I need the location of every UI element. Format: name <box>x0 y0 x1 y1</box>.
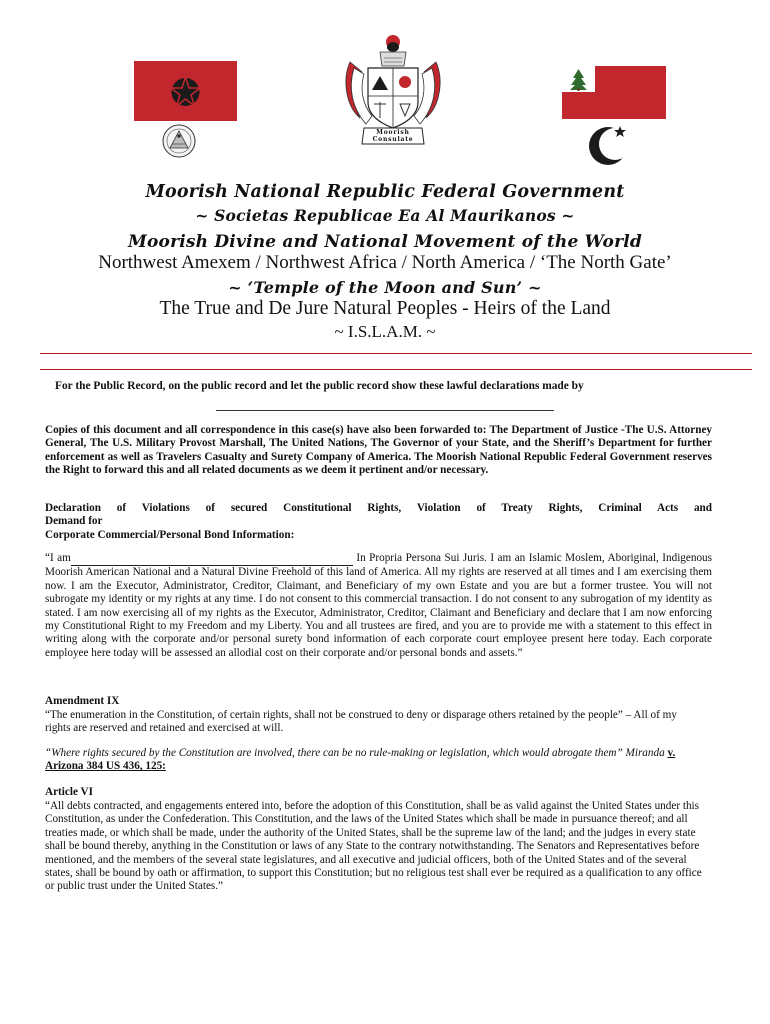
miranda-quote <box>45 747 705 774</box>
declaration-line-2: Demand for <box>45 515 103 528</box>
header-line-3: Moorish Divine and National Movement of the World <box>128 232 642 252</box>
declaration-line-1: Declaration of Violations of secured Constitutional Rights, Violation of Treaty Rights, Criminal Acts and <box>45 502 712 514</box>
pyramid-seal-icon <box>162 124 196 158</box>
declarant-name-field[interactable] <box>216 410 554 411</box>
red-flag-with-tree-icon <box>562 66 666 119</box>
article-title: Article VI <box>45 786 93 798</box>
header-line-2: ~ Societas Republicae Ea Al Maurikanos ~ <box>195 206 575 225</box>
header-line-5: ~ ‘Temple of the Moon and Sun’ ~ <box>228 278 542 297</box>
header-line-7: ~ I.S.L.A.M. ~ <box>334 322 436 341</box>
crest-caption <box>366 129 420 143</box>
copies-paragraph: Copies of this document and all correspondence in this case(s) have also been forwarded to: The Department of Justice -The U.S. Attorney General, The U.S. Military Provost Marshall, The United Nations, The Governor of your State, and the Sheriff’s Department for further enforcement as well as Travelers Casualty and Surety Company of America. The Moorish National Republic Federal Government reserves the Right to forward this and all related documents as we deem it pertinent and/or necessary. <box>45 424 712 477</box>
declaration-heading <box>45 502 712 542</box>
statement-paragraph <box>45 552 712 660</box>
public-record-statement: For the Public Record, on the public record and let the public record show these lawful declarations made by <box>55 380 584 392</box>
statement-name-field[interactable] <box>71 552 353 566</box>
red-flag-with-star-icon <box>134 61 237 121</box>
crescent-moon-icon <box>588 125 638 167</box>
divider-top <box>40 353 752 354</box>
header-line-4: Northwest Amexem / Northwest Africa / North America / ‘The North Gate’ <box>98 252 672 273</box>
amendment-text: “The enumeration in the Constitution, of certain rights, shall not be construed to deny or disparage others retained by the people” – All of my rights are reserved and retained and exercised at will. <box>45 709 677 735</box>
crest-caption-line-1: Moorish <box>376 129 410 136</box>
declaration-line-3: Corporate Commercial/Personal Bond Information: <box>45 528 295 541</box>
statement-body: In Propria Persona Sui Juris. I am an Islamic Moslem, Aboriginal, Indigenous Moorish American National and a Natural Divine Freehold of this land of America. All my rights are reserved at all times and I am exercising them now. I am the Executor, Administrator, Creditor, Claimant, and Beneficiary of my own Estate and you are but a former trustee. You will not subrogate my identity or my rights at any time. I do not consent to this commercial transaction. I do not consent to any subrogation of my identity as stated. I am now exercising all of my rights as the Executor, Administrator, Creditor, Claimant and Beneficiary and declare that I am now enforcing my Constitutional Right to my Freedom and my Liberty. You and all trustees are fired, and you are to provide me with a statement to this effect in writing along with the corporate and/or personal surety bond information of each corporate court employee present here today. Each corporate employee here today will be assessed an allodial cost on their corporate and/or personal bonds and assets.” <box>45 552 713 659</box>
header-line-6: The True and De Jure Natural Peoples - Heirs of the Land <box>159 298 611 319</box>
divider-bottom <box>40 369 752 370</box>
amendment-title: Amendment IX <box>45 695 120 707</box>
article-text: “All debts contracted, and engagements entered into, before the adoption of this Constitution, shall be as valid against the United States under this Constitution, as under the Confederation. This Constitution, and the laws of the United States which shall be made in pursuance thereof; and all treaties made, or which shall be made, under the authority of the United States, shall be the supreme law of the land; and the judges in every state shall be bound thereby, anything in the Constitution or laws of any State to the contrary notwithstanding. The Senators and Representatives before mentioned, and the members of the several state legislatures, and all executive and judicial officers, both of the United States and of the several states, shall be bound by oath or affirmation, to support this Constitution; but no religious test shall ever be required as a qualification to any office or public trust under the United States.” <box>45 800 702 893</box>
statement-open: “I am <box>45 552 71 564</box>
miranda-quote-text: “Where rights secured by the Constitution are involved, there can be no rule-making or legislation, which would abrogate them” Miranda <box>45 747 668 759</box>
header-line-1: Moorish National Republic Federal Government <box>145 182 625 202</box>
crest-caption-line-2: Consulate <box>372 136 414 143</box>
miranda-citation: v. Arizona 384 US 436, 125: <box>45 747 676 773</box>
